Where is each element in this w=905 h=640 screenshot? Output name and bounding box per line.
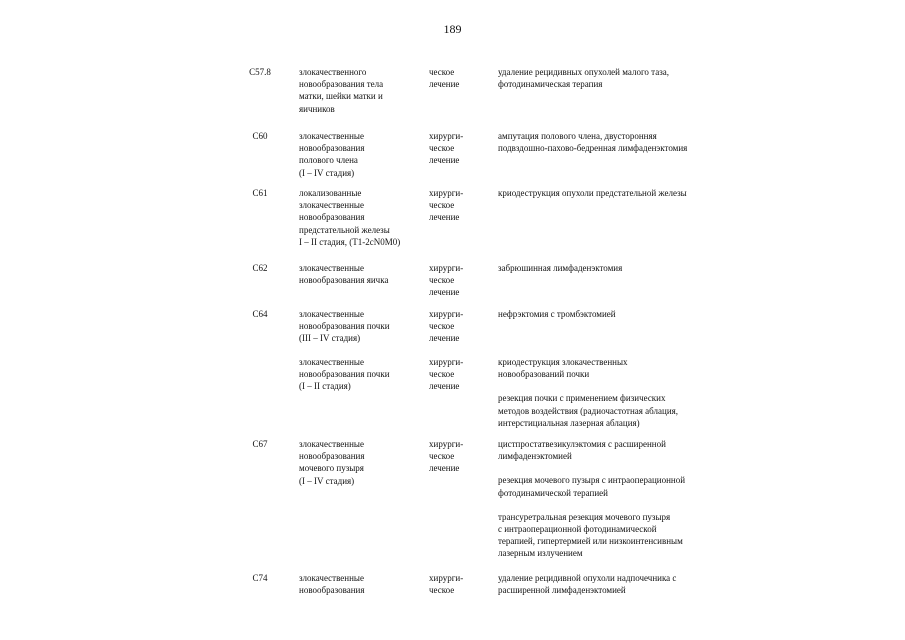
methods	[498, 66, 748, 102]
method: трансуретральная резекция мочевого пузыря с интраоперационной фотодинамической терапией, гипертермией или низкоинтенсивным лазерным излучением	[498, 511, 683, 559]
methods	[498, 438, 748, 572]
treatment-type: хирурги- ческое	[429, 573, 464, 596]
method: криодеструкция злокачественных новообразований почки	[498, 357, 628, 380]
table-row	[232, 572, 752, 602]
diagnosis: злокачественные новообразования мочевого пузыря (I – IV стадия)	[299, 439, 365, 486]
diagnosis: злокачественного новообразования тела матки, шейки матки и яичников	[299, 67, 384, 114]
treatment-type: хирурги- ческое лечение	[429, 131, 464, 166]
icd-code: C74	[252, 573, 268, 583]
methods	[498, 356, 748, 441]
diagnosis: злокачественные новообразования полового члена (I – IV стадия)	[299, 131, 365, 178]
method: нефрэктомия с тромбэктомией	[498, 309, 616, 319]
icd-code: C67	[252, 439, 268, 449]
treatment-type: хирурги- ческое лечение	[429, 357, 464, 392]
methods	[498, 572, 748, 608]
methods	[498, 130, 748, 166]
table-row	[232, 262, 752, 308]
method: удаление рецидивных опухолей малого таза, фотодинамическая терапия	[498, 67, 669, 90]
method: удаление рецидивной опухоли надпочечника с расширенной лимфаденэктомией	[498, 573, 677, 596]
treatment-type: ческое лечение	[429, 67, 460, 90]
treatment-table	[232, 66, 752, 602]
icd-code: C61	[252, 188, 268, 198]
diagnosis: злокачественные новообразования почки (III – IV стадия)	[299, 309, 390, 344]
treatment-type: хирурги- ческое лечение	[429, 439, 464, 474]
method: резекция мочевого пузыря с интраоперационной фотодинамической терапией	[498, 475, 686, 498]
treatment-type: хирурги- ческое лечение	[429, 188, 464, 223]
method: забрюшинная лимфаденэктомия	[498, 263, 623, 273]
icd-code: C57.8	[249, 67, 271, 77]
method: цистпростатвезикулэктомия с расширенной лимфаденэктомией	[498, 439, 666, 462]
table-row	[232, 308, 752, 356]
diagnosis: злокачественные новообразования почки (I – II стадия)	[299, 357, 390, 392]
table-row	[232, 66, 752, 130]
methods	[498, 187, 748, 211]
method: криодеструкция опухоли предстательной железы	[498, 188, 687, 198]
method: ампутация полового члена, двусторонняя подвздошно-пахово-бедренная лимфаденэктомия	[498, 131, 688, 154]
table-row	[232, 356, 752, 438]
treatment-type: хирурги- ческое лечение	[429, 263, 464, 298]
table-row	[232, 130, 752, 187]
methods	[498, 308, 748, 332]
diagnosis: локализованные злокачественные новообразования предстательной железы I – II стадия, (T1-2cN0M0)	[299, 188, 401, 247]
icd-code: C64	[252, 309, 268, 319]
page-number: 189	[443, 22, 462, 36]
treatment-type: хирурги- ческое лечение	[429, 309, 464, 344]
method: резекция почки с применением физических методов воздействия (радиочастотная аблация, интерстициальная лазерная аблация)	[498, 393, 679, 428]
icd-code: C60	[252, 131, 268, 141]
diagnosis: злокачественные новообразования яичка	[299, 263, 389, 286]
table-row	[232, 438, 752, 572]
diagnosis: злокачественные новообразования	[299, 573, 365, 596]
table-row	[232, 187, 752, 262]
icd-code: C62	[252, 263, 268, 273]
methods	[498, 262, 748, 286]
